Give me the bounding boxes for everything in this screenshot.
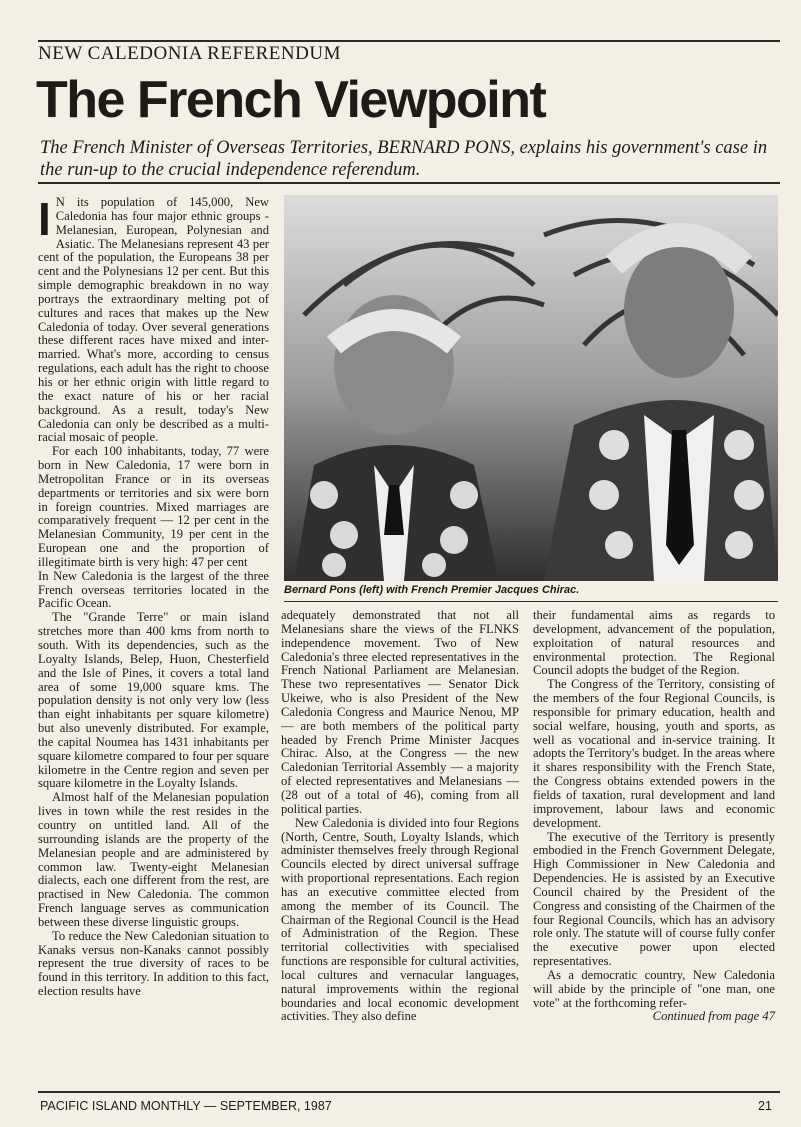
article-paragraph: As a democratic country, New Caledonia will abide by the principle of "one man, one vote" at the forthcoming refer- bbox=[533, 967, 775, 1010]
page-number: 21 bbox=[758, 1099, 772, 1113]
paragraph-text: N its population of 145,000, New Caledonia has four major ethnic groups - Melanesian, European, Polynesian and Asiatic. The Melanesians represent 43 per cent of the population, the Europeans 38 per cent and the Polynesians 12 per cent. But this simple demographic breakdown in no way portrays the extraordinary melting pot of cultures and races that makes up the New Caledonia of today. Over several generations these different races have mixed and inter-married. What's more, according to census regulations, each adult has the right to choose his or her ethnic origin with little regard to the exact nature of his or her racial background. As a result, today's New Caledonia can only be described as a multi-racial mosaic of people. bbox=[38, 195, 269, 445]
article-column-2 bbox=[281, 609, 519, 1087]
article-paragraph: The Congress of the Territory, consisting of the members of the four Regional Councils, is responsible for primary education, health and social welfare, housing, youth and sports, as well as vocational and in-service training. It adopts the Territory's budget. In the areas where it shares responsibility with the French State, the Congress obtains extended powers in the fields of taxation, rural development and land improvement, labour laws and economic development. bbox=[533, 677, 775, 830]
article-paragraph: adequately demonstrated that not all Melanesians share the views of the FLNKS independence movement. Two of New Caledonia's three elected representatives in the French National Parliament are Melanesian. These two representatives — Senator Dick Ukeiwe, who is also President of the New Caledonia Congress and Maurice Nenou, MP — are both members of the political party headed by French Prime Minister Jacques Chirac. Also, at the Congress — the new Caledonian Territorial Assembly — a majority of elected representatives and Melanesians — (28 out of a total of 46), coming from all political parties. bbox=[281, 608, 519, 816]
deck: The French Minister of Overseas Territories, BERNARD PONS, explains his government's case in the run-up to the crucial independence referendum. bbox=[40, 138, 768, 180]
article-paragraph: To reduce the New Caledonian situation to Kanaks versus non-Kanaks cannot possibly represent the true diversity of races to be found in this territory. In addition to this fact, election results have bbox=[38, 928, 269, 999]
article-paragraph: For each 100 inhabitants, today, 77 were born in New Caledonia, 17 were born in Metropolitan France or in its overseas departments or territories and six were born in foreign countries. Mixed marriages are comparatively frequent — 12 per cent in the Melanesian Community, 19 per cent in the European one and the proportion of illegitimate birth is very high: 47 per cent bbox=[38, 444, 269, 569]
top-rule bbox=[38, 40, 780, 42]
article-column-3 bbox=[533, 609, 775, 1087]
header-rule bbox=[38, 182, 780, 184]
photo-caption: Bernard Pons (left) with French Premier Jacques Chirac. bbox=[284, 584, 580, 596]
article-paragraph: The executive of the Territory is presently embodied in the French Government Delegate, High Commissioner in New Caledonia and Dependencies. He is assisted by an Executive Council chaired by the President of the Congress and consisting of the Chairmen of the four Regional Councils, which has an advisory role only. The statute will of course fully confer the executive power upon elected representatives. bbox=[533, 829, 775, 969]
caption-rule bbox=[284, 601, 778, 602]
article-paragraph: their fundamental aims as regards to development, advancement of the population, exploitation of natural resources and environmental protection. The Regional Council adopts the budget of the Region. bbox=[533, 608, 775, 678]
publication-line: PACIFIC ISLAND MONTHLY — SEPTEMBER, 1987 bbox=[40, 1099, 332, 1113]
article-paragraph: New Caledonia is divided into four Regions (North, Centre, South, Loyalty Islands, which administer themselves freely through Regional Councils elected by direct universal suffrage with proportional representations. Each region has an executive committee elected from among the member of its Council. The Chairman of the Regional Council is the Head of Administration of the Region. These territorial collectivities with specialised functions are responsible for cultural activities, local cultures and vernacular languages, natural improvements within the regional boundaries and local economic development activities. They also define bbox=[281, 815, 519, 1024]
article-paragraph: Almost half of the Melanesian population lives in town while the rest resides in the country on untitled land. All of the surrounding islands are the property of the Melanesian people and are administered by common law. Twenty-eight Melanesian dialects, each one different from the rest, are practised in New Caledonia. The common French language serves as communication between these diverse linguistic groups. bbox=[38, 790, 269, 929]
article-column-1 bbox=[38, 193, 269, 1086]
article-paragraph: The "Grande Terre" or main island stretches more than 400 kms from north to south. With its dependencies, such as the Loyalty Islands, Belep, Huon, Chesterfield and the Isle of Pines, it covers a total land area of some 19,000 square kms. The population density is not only very low (less than eight inhabitants per square kilometre) but also unevenly distributed. For example, the capital Noumea has 1431 inhabitants per square kilometre compared to four per square kilometre in the Centre region and seven per square kilometre in the Loyalty Islands. bbox=[38, 610, 269, 791]
continued-note: Continued from page 47 bbox=[652, 1009, 775, 1024]
article-photo bbox=[284, 195, 778, 581]
article-paragraph bbox=[38, 193, 269, 445]
footer-rule bbox=[38, 1091, 780, 1093]
section-kicker: NEW CALEDONIA REFERENDUM bbox=[38, 43, 341, 64]
drop-cap: I bbox=[38, 193, 51, 245]
article-paragraph: In New Caledonia is the largest of the three French overseas territories located in the Pacific Ocean. bbox=[38, 568, 269, 611]
headline: The French Viewpoint bbox=[36, 71, 546, 129]
photo-illustration bbox=[284, 195, 778, 581]
